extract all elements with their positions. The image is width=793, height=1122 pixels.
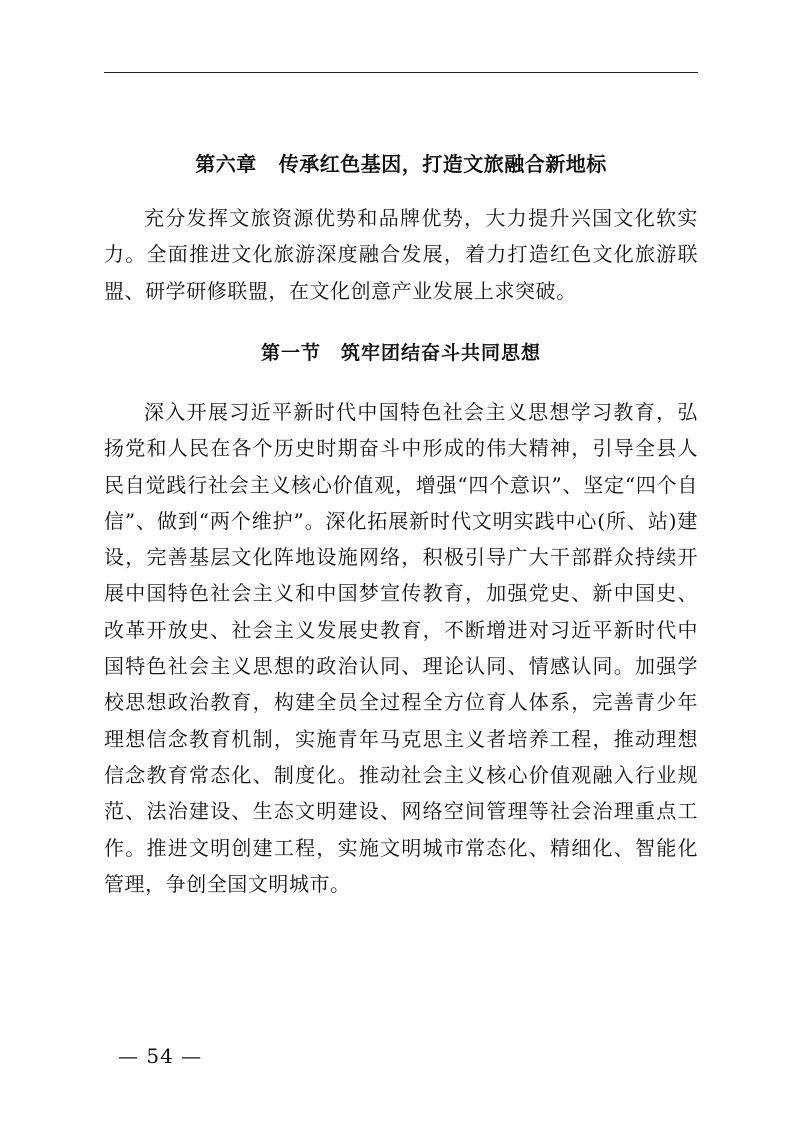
chapter-heading xyxy=(104,150,698,178)
chapter-title: 传承红色基因，打造文旅融合新地标 xyxy=(278,152,607,176)
section-paragraph: 深入开展习近平新时代中国特色社会主义思想学习教育，弘扬党和人民在各个历史时期奋斗中形成的伟大精神，引导全县人民自觉践行社会主义核心价值观，增强“四个意识”、坚定“四个自信”、做到“两个维护”。深化拓展新时代文明实践中心(所、站)建设，完善基层文化阵地设施网络，积极引导广大干部群众持续开展中国特色社会主义和中国梦宣传教育，加强党史、新中国史、改革开放史、社会主义发展史教育，不断增进对习近平新时代中国特色社会主义思想的政治认同、理论认同、情感认同。加强学校思想政治教育，构建全员全过程全方位育人体系，完善青少年理想信念教育机制，实施青年马克思主义者培养工程，推动理想信念教育常态化、制度化。推动社会主义核心价值观融入行业规范、法治建设、生态文明建设、网络空间管理等社会治理重点工作。推进文明创建工程，实施文明城市常态化、精细化、智能化管理，争创全国文明城市。 xyxy=(104,400,698,896)
intro-paragraph: 充分发挥文旅资源优势和品牌优势，大力提升兴国文化软实力。全面推进文化旅游深度融合发展，着力打造红色文化旅游联盟、研学研修联盟，在文化创意产业发展上求突破。 xyxy=(104,206,698,303)
header-rule xyxy=(104,72,698,73)
section-heading xyxy=(104,339,698,367)
page-number: — 54 — xyxy=(118,1044,203,1068)
section-title: 筑牢团结奋斗共同思想 xyxy=(341,342,542,364)
section-label: 第一节 xyxy=(260,342,321,364)
chapter-label: 第六章 xyxy=(195,152,257,176)
